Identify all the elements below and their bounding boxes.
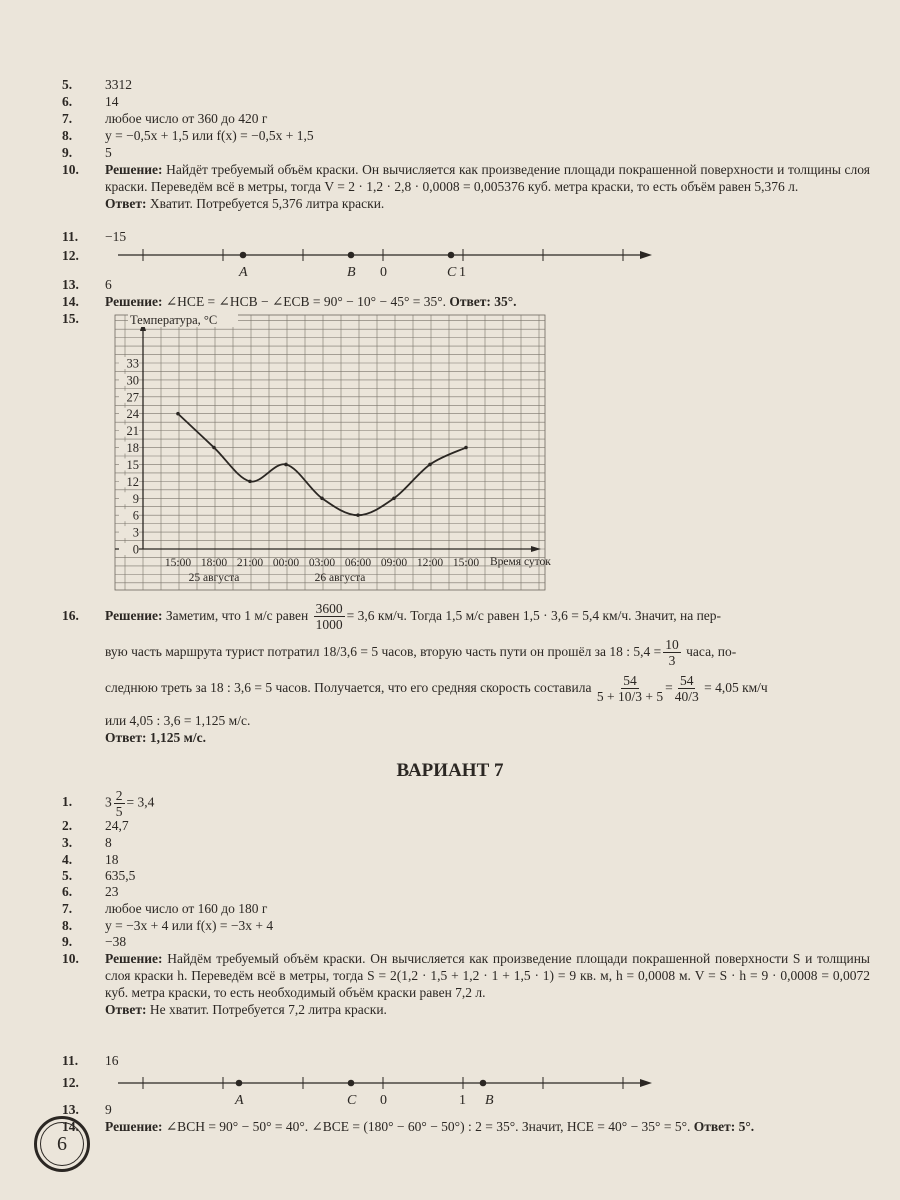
y-tick-label: 15: [126, 457, 139, 472]
date-label: 26 августа: [314, 572, 366, 584]
item-number: 6.: [62, 884, 73, 899]
solution-text: = 3,6 км/ч. Тогда 1,5 м/с равен 1,5 · 3,6 = 5,4 км/ч. Значит, на пер-: [346, 608, 722, 623]
x-axis-label: Время суток: [490, 556, 551, 568]
y-tick-label: 18: [126, 441, 139, 456]
y-tick-label: 0: [132, 542, 139, 557]
answer-14: [62, 1118, 870, 1135]
x-tick-label: 06:00: [344, 557, 372, 569]
point-label-C: C: [447, 265, 457, 280]
date-label: 25 августа: [188, 572, 240, 584]
item-number: 16.: [62, 608, 79, 623]
item-number: 11.: [62, 229, 79, 244]
item-number: 8.: [62, 128, 73, 143]
point-label-C: C: [347, 1093, 357, 1108]
answer-text: 8: [105, 835, 112, 850]
answer-4: [62, 851, 870, 868]
y-tick-label: 33: [126, 356, 139, 371]
data-point: [464, 446, 468, 450]
y-tick-label: 24: [126, 407, 139, 422]
answer-text: 635,5: [105, 868, 136, 883]
data-point: [428, 463, 432, 467]
solution-label: Решение:: [105, 162, 163, 177]
numerator: 54: [679, 673, 694, 689]
answer-text: 14: [105, 94, 119, 109]
denominator: 3: [668, 653, 676, 669]
item-number: 13.: [62, 1102, 79, 1117]
item-number: 1.: [62, 794, 73, 809]
zero-label: 0: [380, 1093, 387, 1108]
answer-13: [62, 1101, 870, 1118]
one-label: 1: [459, 265, 466, 280]
item-number: 3.: [62, 835, 73, 850]
answer-text: −38: [105, 934, 127, 949]
x-tick-label: 21:00: [236, 557, 264, 569]
answer-1: [62, 788, 870, 819]
item-number: 11.: [62, 1053, 79, 1068]
answer-5: [62, 867, 870, 884]
data-point: [356, 513, 360, 517]
item-number: 14.: [62, 1119, 79, 1134]
point-A: [236, 1080, 243, 1087]
point-B: [480, 1080, 487, 1087]
item-number: 6.: [62, 94, 73, 109]
solution-text: ∠BCH = 90° − 50° = 40°. ∠BCE = (180° − 60° − 50°) : 2 = 35°. Значит, HCE = 40° − 35° = 5°.: [162, 1119, 694, 1134]
item-number: 5.: [62, 868, 73, 883]
point-C: [348, 1080, 355, 1087]
data-point: [248, 480, 252, 484]
y-tick-label: 27: [126, 390, 139, 405]
answer-11: [62, 1052, 870, 1069]
y-axis-label: Температура, °C: [130, 313, 218, 327]
answer-text: 35°.: [490, 294, 517, 309]
arrow-head: [640, 1079, 652, 1087]
answer-8: [62, 917, 870, 934]
answer-text: 6: [105, 277, 112, 292]
answer-6: [62, 883, 870, 900]
page-number: 6: [34, 1116, 90, 1172]
solution-text: = 4,05 км/ч: [700, 680, 768, 695]
point-label-B: B: [485, 1093, 494, 1108]
solution-text: Найдём требуемый объём краски. Он вычисляется как произведение площади покрашенной поверхности S и толщины слоя краски h. Переведём всё в метры, тогда S = 2(1,2 · 1,5 + 1,2 · 1 + 1,5 · 1) = 9 кв. м, h = 0,0008 м. V = S · h = 9 · 0,0008 = 0,0072 куб. метра краски, то есть необходимый объём краски равен 7,2 л.: [105, 951, 870, 1000]
item-number: 13.: [62, 277, 79, 292]
denominator: 5 + 10/3 + 5: [596, 689, 664, 705]
answer-label: Ответ:: [105, 730, 147, 745]
denominator: 1000: [315, 617, 343, 633]
solution-label: Решение:: [105, 1119, 163, 1134]
numerator: 10: [665, 637, 679, 653]
one-label: 1: [459, 1093, 466, 1108]
item-number: 7.: [62, 901, 73, 916]
y-tick-label: 30: [126, 373, 139, 388]
answer-text: 5: [105, 145, 112, 160]
x-tick-label: 15:00: [452, 557, 480, 569]
data-point: [176, 412, 180, 416]
item-number: 9.: [62, 145, 73, 160]
item-number: 12.: [62, 1075, 79, 1090]
solution-text: ∠HCE = ∠HCB − ∠ECB = 90° − 10° − 45° = 35°.: [162, 294, 450, 309]
fraction: [663, 637, 681, 668]
item-number: 10.: [62, 951, 79, 966]
answer-7: [62, 900, 870, 917]
answer-text: любое число от 160 до 180 г: [105, 901, 268, 916]
x-tick-label: 12:00: [416, 557, 444, 569]
answer-label: Ответ:: [693, 1119, 736, 1134]
answer-text: 23: [105, 884, 119, 899]
point-label-B: B: [347, 265, 356, 280]
solution-text: Найдёт требуемый объём краски. Он вычисляется как произведение площади покрашенной поверхности и толщины слоя краски. Переведём всё в метры, тогда V = 2 · 1,2 · 2,8 · 0,0008 = 0,005376 куб. метра краски, то есть объём равен 5,376 л.: [105, 162, 870, 194]
solution-text: вую часть маршрута турист потратил 18/3,6 = 5 часов, вторую часть пути он прошёл за 18 : 5,4 =: [105, 644, 662, 659]
solution-text: часа, по-: [682, 644, 737, 659]
data-point: [392, 496, 396, 500]
fraction: [314, 601, 345, 632]
answer-3: [62, 834, 870, 851]
numerator: 3600: [315, 601, 343, 617]
answer-text: Не хватит. Потребуется 7,2 литра краски.: [146, 1002, 387, 1017]
solution-text: или 4,05 : 3,6 = 1,125 м/с.: [105, 713, 251, 728]
answer-text: y = −3x + 4 или f(x) = −3x + 4: [105, 918, 274, 933]
numerator: 54: [623, 673, 637, 689]
answer-text: y = −0,5x + 1,5 или f(x) = −0,5x + 1,5: [105, 128, 314, 143]
solution-label: Решение:: [105, 294, 163, 309]
answer-text: Хватит. Потребуется 5,376 литра краски.: [146, 196, 385, 211]
answer-text: 18: [105, 852, 119, 867]
fraction: [597, 673, 663, 704]
answer-text: = 3,4: [126, 794, 155, 810]
point-label-A: A: [235, 1093, 244, 1108]
item-number: 12.: [62, 248, 79, 263]
answer-text: 3312: [105, 77, 132, 92]
denominator: 40/3: [674, 689, 699, 705]
item-number: 8.: [62, 918, 73, 933]
answer-text: 1,125 м/с.: [146, 730, 206, 745]
denominator: 5: [115, 804, 123, 819]
answer-16: 16. Решение: Заметим, что 1 м/с равен $\frac{3600}{1000}$ = 3,6 км/ч. Тогда 1,5 м/с равен 1,5 · 3,6 = 5,4 км/ч. Значит, на пер- вую часть маршрута турист потратил 18/3,6 = 5 часов, вторую часть пути он прошёл за 18 : 5,4 = $\frac{10}{3}$ часа, по- следнюю треть за 18 : 3,6 = 5 часов. Получается, что его средняя скорость составила $\frac{54}{5 + 10/3 + 5}$ = $\frac{54}{40/3}$ = 4,05 км/ч или 4,05 : 3,6 = 1,125 м/с. Ответ: 1,125 м/с.: [62, 598, 870, 746]
y-tick-label: 9: [132, 491, 139, 506]
mixed-whole: 3: [105, 794, 112, 810]
data-point: [284, 463, 288, 467]
solution-label: Решение:: [105, 608, 163, 623]
data-point: [212, 446, 216, 450]
item-number: 7.: [62, 111, 73, 126]
y-tick-label: 12: [126, 474, 139, 489]
fraction: [114, 788, 125, 819]
answer-2: [62, 817, 870, 834]
item-number: 9.: [62, 934, 73, 949]
solution-label: Решение:: [105, 951, 163, 966]
item-number: 4.: [62, 852, 73, 867]
numerator: 2: [115, 788, 123, 803]
item-number: 5.: [62, 77, 73, 92]
x-tick-label: 09:00: [380, 557, 408, 569]
answer-label: Ответ:: [449, 294, 491, 309]
answer-text: 24,7: [105, 818, 129, 833]
point-label-A: A: [239, 265, 248, 280]
x-axis-arrow: [531, 546, 541, 552]
variant-title: ВАРИАНТ 7: [396, 760, 504, 781]
answer-label: Ответ:: [105, 196, 147, 211]
data-point: [320, 496, 324, 500]
answer-text: 9: [105, 1102, 112, 1117]
item-number: 15.: [62, 311, 79, 326]
answer-9: [62, 933, 870, 950]
x-tick-label: 03:00: [308, 557, 336, 569]
zero-label: 0: [380, 265, 387, 280]
answer-text: 16: [105, 1053, 119, 1068]
answer-text: 5°.: [735, 1119, 755, 1134]
fraction: [675, 673, 699, 704]
answer-text: −15: [105, 229, 127, 244]
y-tick-label: 21: [126, 424, 139, 439]
item-number: 10.: [62, 162, 79, 177]
answer-text: любое число от 360 до 420 г: [105, 111, 268, 126]
answer-10: [62, 950, 870, 1018]
x-tick-label: 15:00: [164, 557, 192, 569]
solution-text: Заметим, что 1 м/с равен: [162, 608, 312, 623]
item-number: 14.: [62, 294, 79, 309]
solution-text: следнюю треть за 18 : 3,6 = 5 часов. Получается, что его средняя скорость составила: [105, 680, 595, 695]
x-tick-label: 18:00: [200, 557, 228, 569]
item-number: 2.: [62, 818, 73, 833]
answer-label: Ответ:: [105, 1002, 147, 1017]
x-tick-label: 00:00: [272, 557, 300, 569]
y-tick-label: 3: [132, 525, 139, 540]
y-tick-label: 6: [132, 508, 139, 523]
